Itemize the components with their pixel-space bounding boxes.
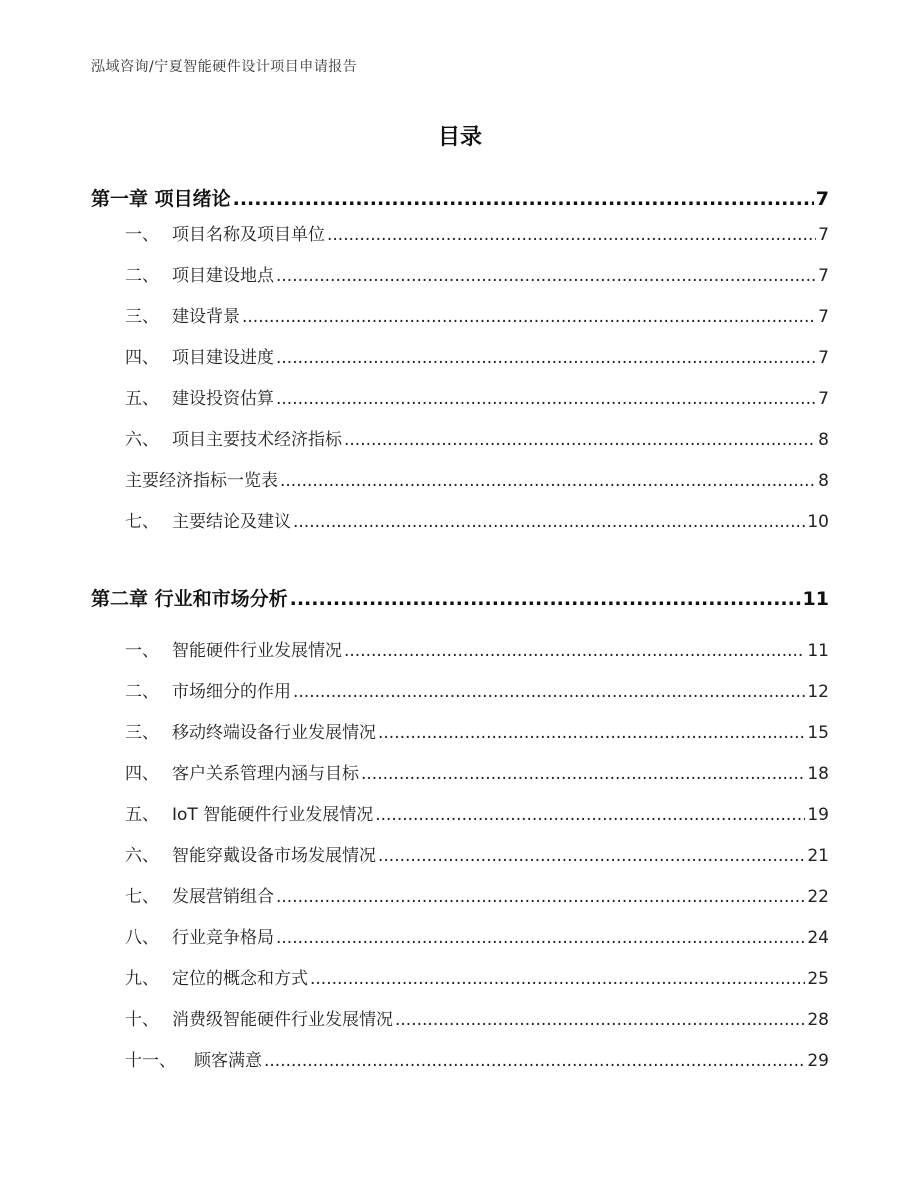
toc-entry-label: 主要结论及建议: [172, 512, 291, 532]
toc-entry-chapter-1[interactable]: [91, 184, 829, 211]
toc-leader-dots: [361, 764, 805, 784]
toc-entry-section[interactable]: [125, 964, 829, 989]
toc-entry-page: 10: [807, 512, 829, 532]
toc-entry-label: 项目名称及项目单位: [172, 225, 325, 245]
toc-entry-section[interactable]: [125, 759, 829, 784]
toc-entry-label: 第一章 项目绪论: [91, 188, 231, 210]
toc-entry-number: 九、: [125, 969, 159, 989]
toc-leader-dots: [293, 512, 805, 532]
toc-entry-section[interactable]: [125, 343, 829, 368]
toc-entry-number: 四、: [125, 348, 159, 368]
toc-entry-table[interactable]: [125, 466, 829, 491]
toc-entry-page: 22: [807, 887, 829, 907]
toc-entry-page: 11: [807, 641, 829, 661]
toc-entry-label: 顾客满意: [194, 1051, 262, 1071]
toc-entry-page: 25: [807, 969, 829, 989]
toc-entry-page: 19: [807, 805, 829, 825]
toc-entry-page: 7: [815, 188, 829, 210]
toc-leader-dots: [293, 682, 805, 702]
toc-entry-section[interactable]: [125, 800, 829, 825]
toc-leader-dots: [276, 389, 816, 409]
toc-entry-page: 7: [818, 389, 829, 409]
toc-entry-number: 十、: [125, 1010, 159, 1030]
toc-entry-page: 8: [818, 430, 829, 450]
toc-entry-page: 7: [818, 225, 829, 245]
toc-entry-section[interactable]: [125, 220, 829, 245]
toc-entry-label: 主要经济指标一览表: [125, 471, 278, 491]
toc-entry-section[interactable]: [125, 261, 829, 286]
toc-entry-label: 发展营销组合: [172, 887, 274, 907]
toc-leader-dots: [310, 969, 805, 989]
toc-entry-section[interactable]: [125, 882, 829, 907]
toc-entry-label: 项目主要技术经济指标: [172, 430, 342, 450]
toc-entry-section[interactable]: [125, 677, 829, 702]
toc-entry-number: 一、: [125, 225, 159, 245]
toc-entry-section[interactable]: [125, 636, 829, 661]
toc-entry-section[interactable]: [125, 1005, 829, 1030]
toc-entry-section[interactable]: [125, 302, 829, 327]
toc-leader-dots: [280, 471, 816, 491]
toc-entry-number: 十一、: [125, 1051, 176, 1071]
toc-entry-number: 七、: [125, 887, 159, 907]
toc-entry-label: IoT 智能硬件行业发展情况: [172, 805, 374, 825]
toc-entry-number: 三、: [125, 307, 159, 327]
toc-entry-number: 六、: [125, 846, 159, 866]
running-header: 泓域咨询/宁夏智能硬件设计项目申请报告: [91, 59, 358, 75]
toc-entry-page: 7: [818, 348, 829, 368]
toc-entry-label: 定位的概念和方式: [172, 969, 308, 989]
toc-leader-dots: [276, 928, 805, 948]
toc-entry-section[interactable]: [125, 1046, 829, 1071]
toc-entry-label: 移动终端设备行业发展情况: [172, 723, 376, 743]
toc-entry-section[interactable]: [125, 507, 829, 532]
toc-entry-page: 28: [807, 1010, 829, 1030]
toc-entry-number: 二、: [125, 682, 159, 702]
toc-title: 目录: [437, 125, 482, 150]
toc-entry-label: 智能穿戴设备市场发展情况: [172, 846, 376, 866]
toc-leader-dots: [395, 1010, 805, 1030]
toc-leader-dots: [276, 348, 816, 368]
toc-entry-number: 一、: [125, 641, 159, 661]
toc-entry-label: 市场细分的作用: [172, 682, 291, 702]
toc-entry-label: 行业竞争格局: [172, 928, 274, 948]
toc-entry-page: 21: [807, 846, 829, 866]
toc-entry-label: 消费级智能硬件行业发展情况: [172, 1010, 393, 1030]
toc-entry-number: 七、: [125, 512, 159, 532]
toc-entry-number: 六、: [125, 430, 159, 450]
toc-entry-page: 8: [818, 471, 829, 491]
toc-entry-section[interactable]: [125, 841, 829, 866]
toc-entry-label: 项目建设地点: [172, 266, 274, 286]
toc-entry-number: 三、: [125, 723, 159, 743]
toc-entry-page: 18: [807, 764, 829, 784]
toc-entry-page: 11: [802, 588, 829, 610]
toc-entry-number: 五、: [125, 805, 159, 825]
toc-leader-dots: [233, 188, 814, 210]
toc-leader-dots: [327, 225, 816, 245]
toc-entry-section[interactable]: [125, 923, 829, 948]
toc-leader-dots: [264, 1051, 805, 1071]
toc-entry-label: 智能硬件行业发展情况: [172, 641, 342, 661]
toc-entry-label: 建设背景: [172, 307, 240, 327]
toc-entry-page: 29: [807, 1051, 829, 1071]
toc-entry-label: 项目建设进度: [172, 348, 274, 368]
toc-entry-section[interactable]: [125, 425, 829, 450]
toc-entry-label: 建设投资估算: [172, 389, 274, 409]
toc-leader-dots: [378, 846, 805, 866]
toc-entry-label: 客户关系管理内涵与目标: [172, 764, 359, 784]
toc-leader-dots: [290, 588, 801, 610]
toc-entry-page: 7: [818, 266, 829, 286]
toc-leader-dots: [276, 887, 805, 907]
toc-leader-dots: [276, 266, 816, 286]
toc-entry-number: 八、: [125, 928, 159, 948]
toc-entry-number: 五、: [125, 389, 159, 409]
toc-leader-dots: [242, 307, 816, 327]
toc-entry-label: 第二章 行业和市场分析: [91, 588, 288, 610]
toc-leader-dots: [344, 430, 816, 450]
toc-leader-dots: [375, 805, 805, 825]
toc-entry-page: 12: [807, 682, 829, 702]
toc-leader-dots: [378, 723, 805, 743]
toc-entry-section[interactable]: [125, 384, 829, 409]
toc-entry-number: 四、: [125, 764, 159, 784]
toc-entry-section[interactable]: [125, 718, 829, 743]
toc-leader-dots: [344, 641, 805, 661]
toc-entry-number: 二、: [125, 266, 159, 286]
toc-entry-page: 7: [818, 307, 829, 327]
toc-entry-chapter-2[interactable]: [91, 584, 829, 611]
toc-entry-page: 24: [807, 928, 829, 948]
toc-entry-page: 15: [807, 723, 829, 743]
